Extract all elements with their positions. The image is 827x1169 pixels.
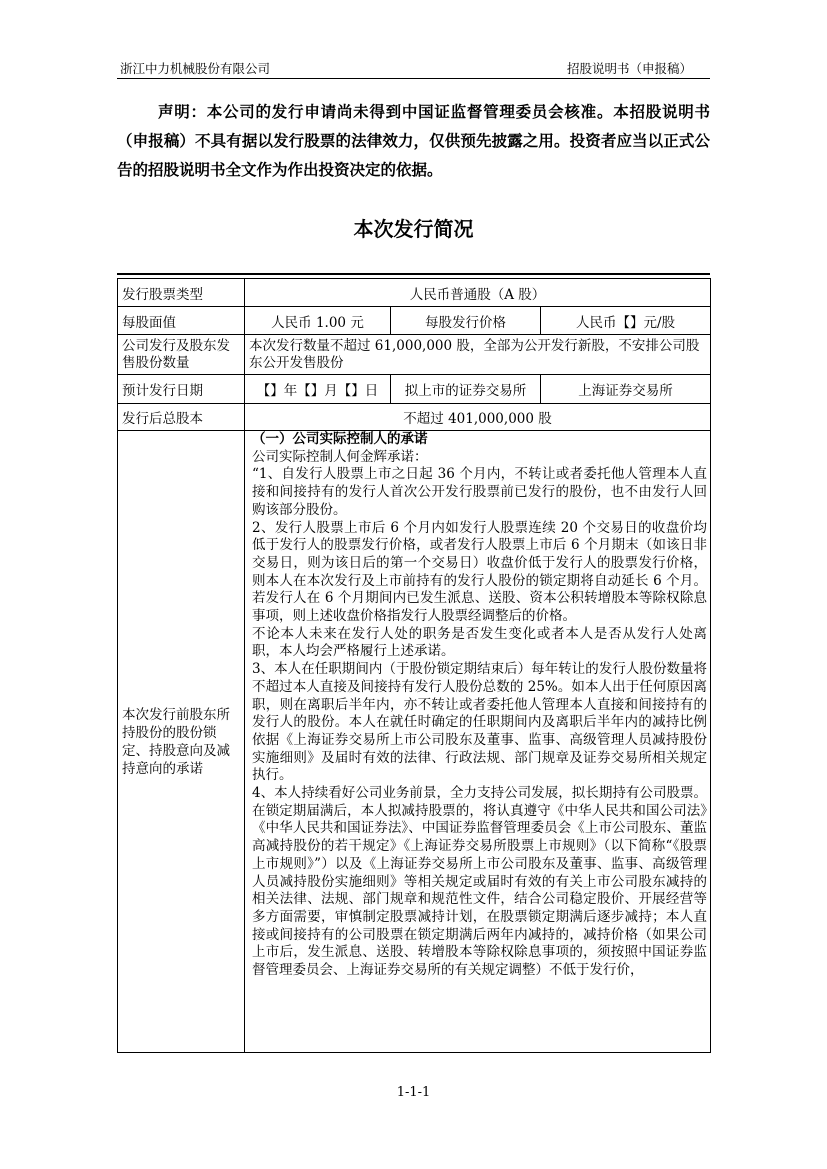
label-stock-type: 发行股票类型 [118, 279, 245, 307]
label-issue-price: 每股发行价格 [391, 307, 541, 335]
value-par-value: 人民币 1.00 元 [245, 307, 391, 335]
row-issue-quantity [118, 335, 711, 375]
value-issue-quantity: 本次发行数量不超过 61,000,000 股，全部为公开发行新股，不安排公司股东公开发售股份 [245, 335, 711, 375]
row-total-shares [118, 404, 711, 431]
commitment-subtitle: （一）公司实际控制人的承诺 [252, 431, 428, 447]
value-issue-price: 人民币【】元/股 [541, 307, 711, 335]
disclaimer-notice [117, 98, 710, 185]
commitment-paragraph: 3、本人在任职期间内（于股份锁定期结束后）每年转让的发行人股份数量将不超过本人直接及间接持有发行人股份总数的 25%。如本人出于任何原因离职，则在离职后半年内，亦不转让或者委托他人管理本人直接和间接持有的发行人的股份。本人在就任时确定的任职期间内及离职后半年内的减持比例依据《上海证券交易所上市公司股东及董事、监事、高级管理人员减持股份实施细则》及届时有效的法律、行政法规、部门规章及证券交易所相关规定执行。 [252, 661, 708, 784]
label-commitment: 本次发行前股东所持股份的股份锁定、持股意向及减持意向的承诺 [118, 431, 245, 1053]
commitment-paragraph: 公司实际控制人何金辉承诺： [252, 448, 428, 465]
commitment-paragraph: 不论本人未来在发行人处的职务是否发生变化或者本人是否从发行人处离职，本人均会严格履行上述承诺。 [252, 625, 708, 660]
row-stock-type [118, 279, 711, 307]
table-top-rule [117, 273, 710, 275]
commitment-content [245, 431, 711, 1053]
label-issue-date: 预计发行日期 [118, 375, 245, 404]
issuance-summary-table [117, 278, 711, 1053]
value-exchange: 上海证券交易所 [541, 375, 711, 404]
label-total-shares: 发行后总股本 [118, 404, 245, 431]
row-commitment [118, 431, 711, 1053]
commitment-paragraph: “1、自发行人股票上市之日起 36 个月内，不转让或者委托他人管理本人直接和间接持有的发行人首次公开发行股票前已发行的股份，也不由发行人回购该部分股份。 [252, 466, 708, 518]
page-header [117, 57, 710, 77]
value-stock-type: 人民币普通股（A 股） [245, 279, 711, 307]
value-total-shares: 不超过 401,000,000 股 [245, 404, 711, 431]
row-issue-date [118, 375, 711, 404]
disclaimer-text: 声明：本公司的发行申请尚未得到中国证监督管理委员会核准。本招股说明书（申报稿）不具有据以发行股票的法律效力，仅供预先披露之用。投资者应当以正式公告的招股说明书全文作为作出投资决定的依据。 [117, 103, 710, 179]
commitment-paragraph: 4、本人持续看好公司业务前景，全力支持公司发展，拟长期持有公司股票。在锁定期届满后，本人拟减持股票的，将认真遵守《中华人民共和国公司法》《中华人民共和国证券法》、中国证券监督管理委员会《上市公司股东、董监高减持股份的若干规定》《上海证券交易所股票上市规则》（以下简称“《股票上市规则》”）以及《上海证券交易所上市公司股东及董事、监事、高级管理人员减持股份实施细则》等相关规定或届时有效的有关上市公司股东减持的相关法律、法规、部门规章和规范性文件，结合公司稳定股价、开展经营等多方面需要，审慎制定股票减持计划，在股票锁定期满后逐步减持；本人直接或间接持有的公司股票在锁定期满后两年内减持的，减持价格（如果公司上市后，发生派息、送股、转增股本等除权除息事项的，须按照中国证券监督管理委员会、上海证券交易所的有关规定调整）不低于发行价， [252, 785, 708, 979]
label-exchange: 拟上市的证券交易所 [391, 375, 541, 404]
header-document-type: 招股说明书（申报稿） [566, 61, 692, 76]
row-par-value [118, 307, 711, 335]
page-title: 本次发行简况 [353, 217, 474, 241]
page-number: 1-1-1 [396, 1085, 431, 1100]
commitment-paragraph: 2、发行人股票上市后 6 个月内如发行人股票连续 20 个交易日的收盘价均低于发行人的股票发行价格，或者发行人股票上市后 6 个月期末（如该日非交易日，则为该日后的第一个交易日）收盘价低于发行人的股票发行价格，则本人在本次发行及上市前持有的发行人股份的锁定期将自动延长 6 个月。若发行人在 6 个月期间内已发生派息、送股、资本公积转增股本等除权除息事项，则上述收盘价格指发行人股票经调整后的价格。 [252, 519, 708, 625]
label-par-value: 每股面值 [118, 307, 245, 335]
value-issue-date: 【】年【】月【】日 [245, 375, 391, 404]
label-issue-quantity: 公司发行及股东发售股份数量 [118, 335, 245, 375]
header-divider [117, 78, 710, 79]
header-company-name: 浙江中力机械股份有限公司 [120, 61, 271, 76]
